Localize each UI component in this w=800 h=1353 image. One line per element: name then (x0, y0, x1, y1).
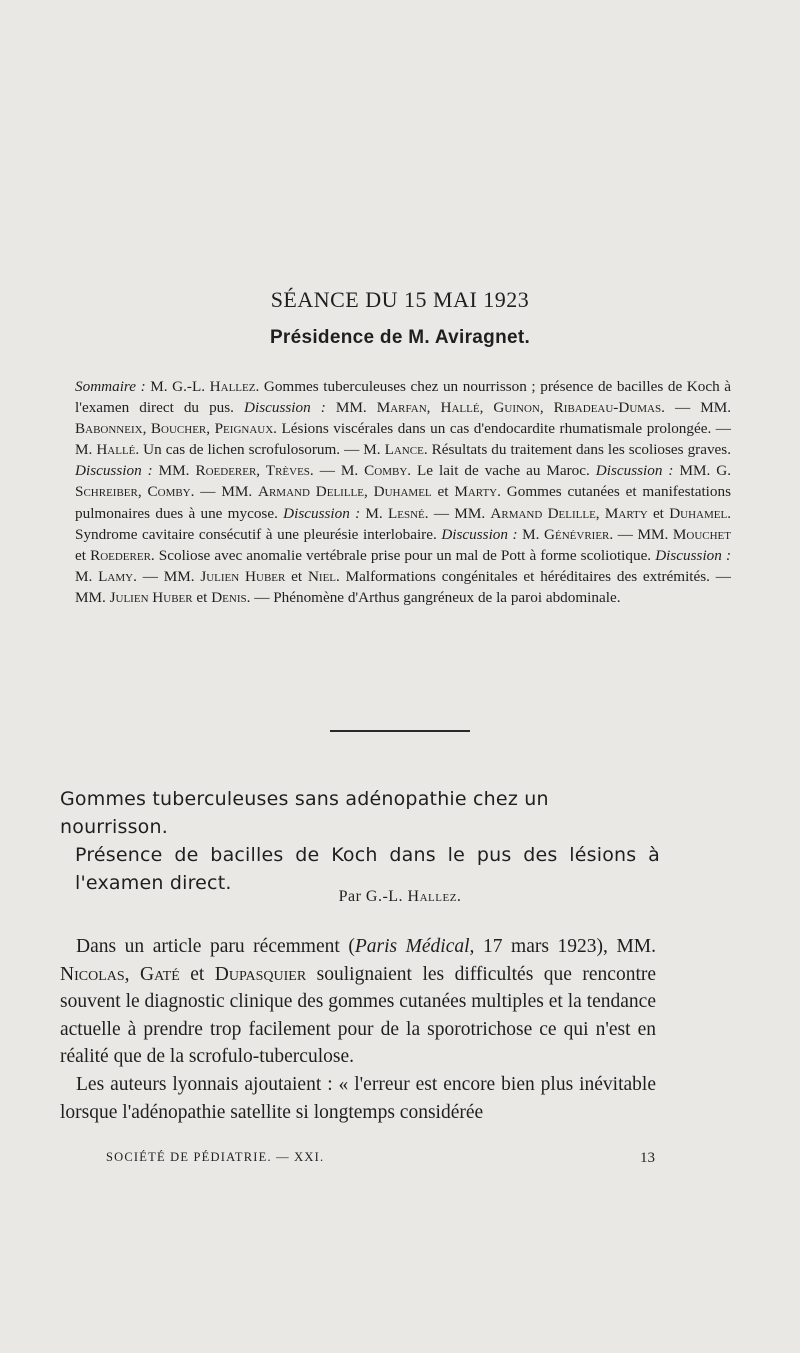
article-body (60, 933, 656, 1126)
sommaire-text: . — MM. (609, 525, 673, 543)
discussion-label: Discussion : (595, 462, 674, 480)
discussion-label: Discussion : (283, 504, 361, 522)
author-name: Julien Huber (109, 588, 193, 606)
discussion-label: Discussion : (75, 462, 153, 480)
author-name: Génévrier (544, 525, 610, 543)
page-number: 13 (640, 1150, 655, 1166)
author-name: Marfan, Hallé, Guinon, Ribadeau-Dumas (376, 399, 662, 417)
author-name: Schreiber, Comby (75, 483, 191, 501)
body-text: et (179, 963, 215, 985)
journal-citation: Paris Médical, (354, 936, 475, 957)
presidence-line: Présidence de M. Aviragnet. (269, 327, 531, 348)
sommaire-text: et (647, 504, 670, 522)
author-name: Hallez (209, 378, 256, 395)
discussion-label: Discussion : (244, 399, 326, 417)
author-name: Roederer, Trèves (195, 462, 310, 480)
sommaire-text: et (285, 567, 308, 585)
discussion-label: Discussion : (655, 546, 732, 564)
article-title-line: Gommes tuberculeuses sans adénopathie chez un nourrisson. (60, 788, 549, 838)
sommaire-text: . Lésions viscérales dans un cas d'endocardite rhumatismale prolongée. — M. (75, 420, 731, 459)
author-name: Marty (454, 483, 498, 501)
body-text: 17 mars 1923), MM. (474, 936, 656, 957)
sommaire-text: . — MM. (190, 483, 258, 501)
author-name: Duhamel (669, 504, 728, 522)
sommaire-text: . Le lait de vache au Maroc. (407, 462, 596, 480)
sommaire-text: . — MM. (661, 399, 732, 417)
author-name: Niel (307, 567, 337, 585)
sommaire-text: . — MM. (133, 567, 201, 585)
article-title (60, 785, 660, 897)
author-name: Comby (364, 462, 408, 480)
author-name: Gaté (140, 963, 180, 985)
byline-prefix: Par G.-L. (338, 888, 408, 905)
author-name: Dupasquier (214, 963, 307, 985)
author-name: Armand Delille, Duhamel (257, 483, 432, 501)
page-footer (70, 1150, 655, 1167)
sommaire-text: et (192, 588, 212, 606)
author-name: Hallé (96, 441, 136, 459)
sommaire-text: MM. (325, 399, 377, 417)
author-name: Armand Delille, Marty (490, 504, 648, 522)
body-paragraph: Les auteurs lyonnais ajoutaient : « l'erreur est encore bien plus inévitable lorsque l'adénopathie satellite si longtemps considérée (60, 1073, 656, 1123)
sommaire-text: . — MM. (424, 504, 491, 522)
body-paragraph (60, 933, 656, 1071)
sommaire-text: MM. G. (673, 462, 732, 480)
sommaire-text: . Un cas de lichen scrofulosorum. — M. (135, 441, 385, 459)
body-text: soulignaient les difficultés que rencontre souvent le diagnostic clinique des gommes cutanées multiples et la tendance actuelle à prendre trop facilement pour de la sporotrichose ce qui n'est en réalité que de la scrofulo-tuberculose. (60, 963, 657, 1068)
running-title: SOCIÉTÉ DE PÉDIATRIE. — XXI. (106, 1150, 325, 1164)
sommaire-text: et (75, 546, 91, 564)
sommaire-text: M. G.-L. (145, 378, 210, 395)
body-text: Dans un article paru récemment ( (76, 936, 355, 957)
author-name: Lesné (388, 504, 425, 522)
discussion-label: Discussion : (441, 525, 518, 543)
sommaire-text: M. (360, 504, 388, 522)
author-name: Denis (211, 588, 247, 606)
author-name: Roederer (90, 546, 151, 564)
sommaire-text: . — M. (309, 462, 365, 480)
sommaire-text: M. (517, 525, 545, 543)
sommaire-text: . Syndrome cavitaire consécutif à une pleurésie interlobaire. (75, 504, 732, 543)
author-name: Lamy (98, 567, 134, 585)
author-name: Lance (384, 441, 424, 459)
byline (0, 888, 800, 906)
sommaire-text: . — Phénomène d'Arthus gangréneux de la paroi abdominale. (246, 588, 621, 606)
sommaire-text: et (431, 483, 455, 501)
author-name: Mouchet (672, 525, 731, 543)
article-title-line: Présence de bacilles de Koch dans le pus des lésions à (75, 844, 660, 866)
sommaire-paragraph (75, 376, 731, 608)
author-name: Julien Huber (200, 567, 286, 585)
section-divider (330, 730, 470, 732)
author-name: Nicolas (60, 963, 125, 985)
sommaire-text: . Scoliose avec anomalie vertébrale prise pour un mal de Pott à forme scoliotique. (150, 546, 656, 564)
article-title-line: l'examen direct. (75, 872, 232, 894)
seance-title: SÉANCE DU 15 MAI 1923 (270, 287, 530, 312)
sommaire-label: Sommaire : (75, 378, 146, 395)
body-text: , (124, 963, 141, 985)
byline-author: Hallez. (407, 888, 462, 905)
sommaire-text: MM. (152, 462, 196, 480)
author-name: Babonneix, Boucher, Peignaux (75, 420, 274, 438)
sommaire-text: M. (75, 567, 99, 585)
sommaire-text: . Résultats du traitement dans les scolioses graves. (423, 441, 732, 459)
sommaire-text: . Gommes cutanées et manifestations pulmonaires dues à une mycose. (75, 483, 731, 522)
sommaire-text: . Malformations congénitales et héréditaires des extrémités. — MM. (75, 567, 731, 606)
sommaire-text: . Gommes tuberculeuses chez un nourrisson ; présence de bacilles de Koch à l'examen direct du pus. (75, 378, 732, 417)
